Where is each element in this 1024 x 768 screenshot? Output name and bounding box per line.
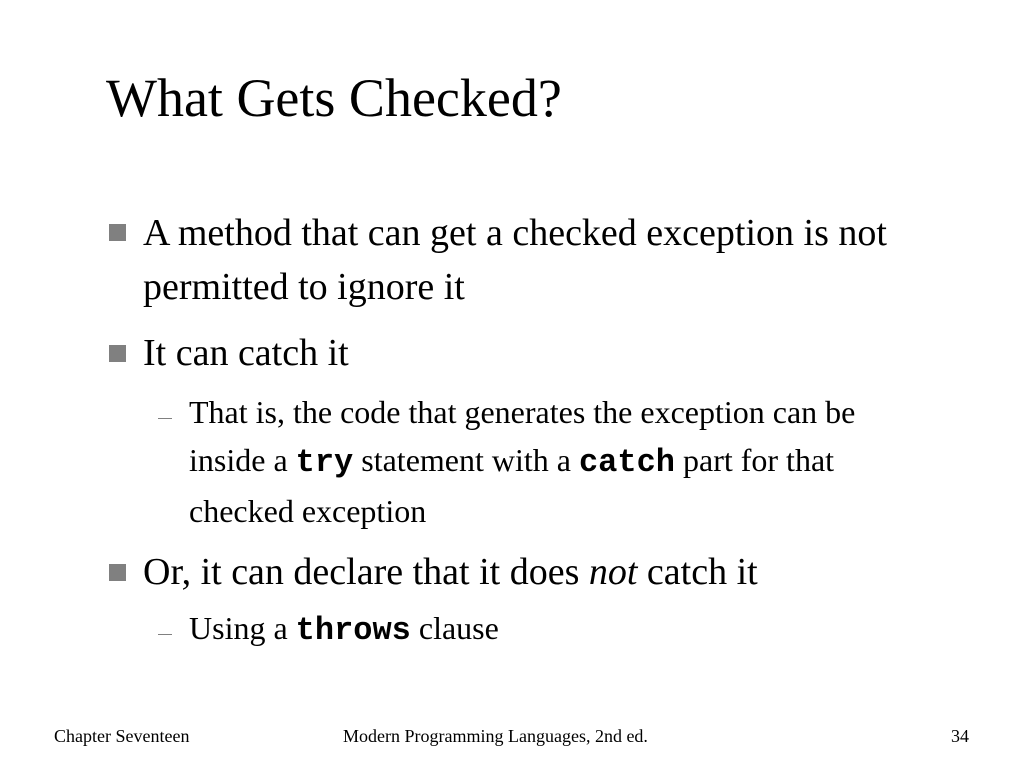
- sub-bullet-dash-icon: [158, 634, 172, 635]
- sub-bullet-1-text-b: statement with a: [353, 442, 579, 478]
- bullet-3: [143, 545, 943, 599]
- sub-bullet-1-text-a: That is, the code that generates the exception can be inside a: [189, 394, 856, 478]
- bullet-3-text-b: catch it: [637, 551, 758, 593]
- footer-chapter: Chapter Seventeen: [54, 726, 190, 746]
- footer-page-number: 34: [951, 726, 969, 746]
- footer-book-title: Modern Programming Languages, 2nd ed.: [343, 726, 648, 746]
- code-throws: throws: [295, 612, 411, 649]
- sub-bullet-1-text-c: part for that checked exception: [189, 442, 835, 529]
- sub-bullet-2: [189, 604, 929, 655]
- bullet-2: It can catch it: [143, 332, 349, 374]
- code-catch: catch: [578, 444, 675, 481]
- bullet-3-text-a: Or, it can declare that it does: [143, 551, 589, 593]
- bullet-1: A method that can get a checked exception is not permitted to ignore it: [143, 212, 887, 308]
- emphasis-not: not: [588, 551, 638, 593]
- bullet-square-icon: [109, 345, 126, 362]
- sub-bullet-2-text-a: Using a: [189, 610, 296, 646]
- slide-title: What Gets Checked?: [106, 68, 562, 128]
- code-try: try: [295, 444, 354, 481]
- bullet-square-icon: [109, 564, 126, 581]
- sub-bullet-1: [189, 388, 929, 535]
- sub-bullet-2-text-b: clause: [410, 610, 499, 646]
- bullet-square-icon: [109, 224, 126, 241]
- sub-bullet-dash-icon: [158, 418, 172, 419]
